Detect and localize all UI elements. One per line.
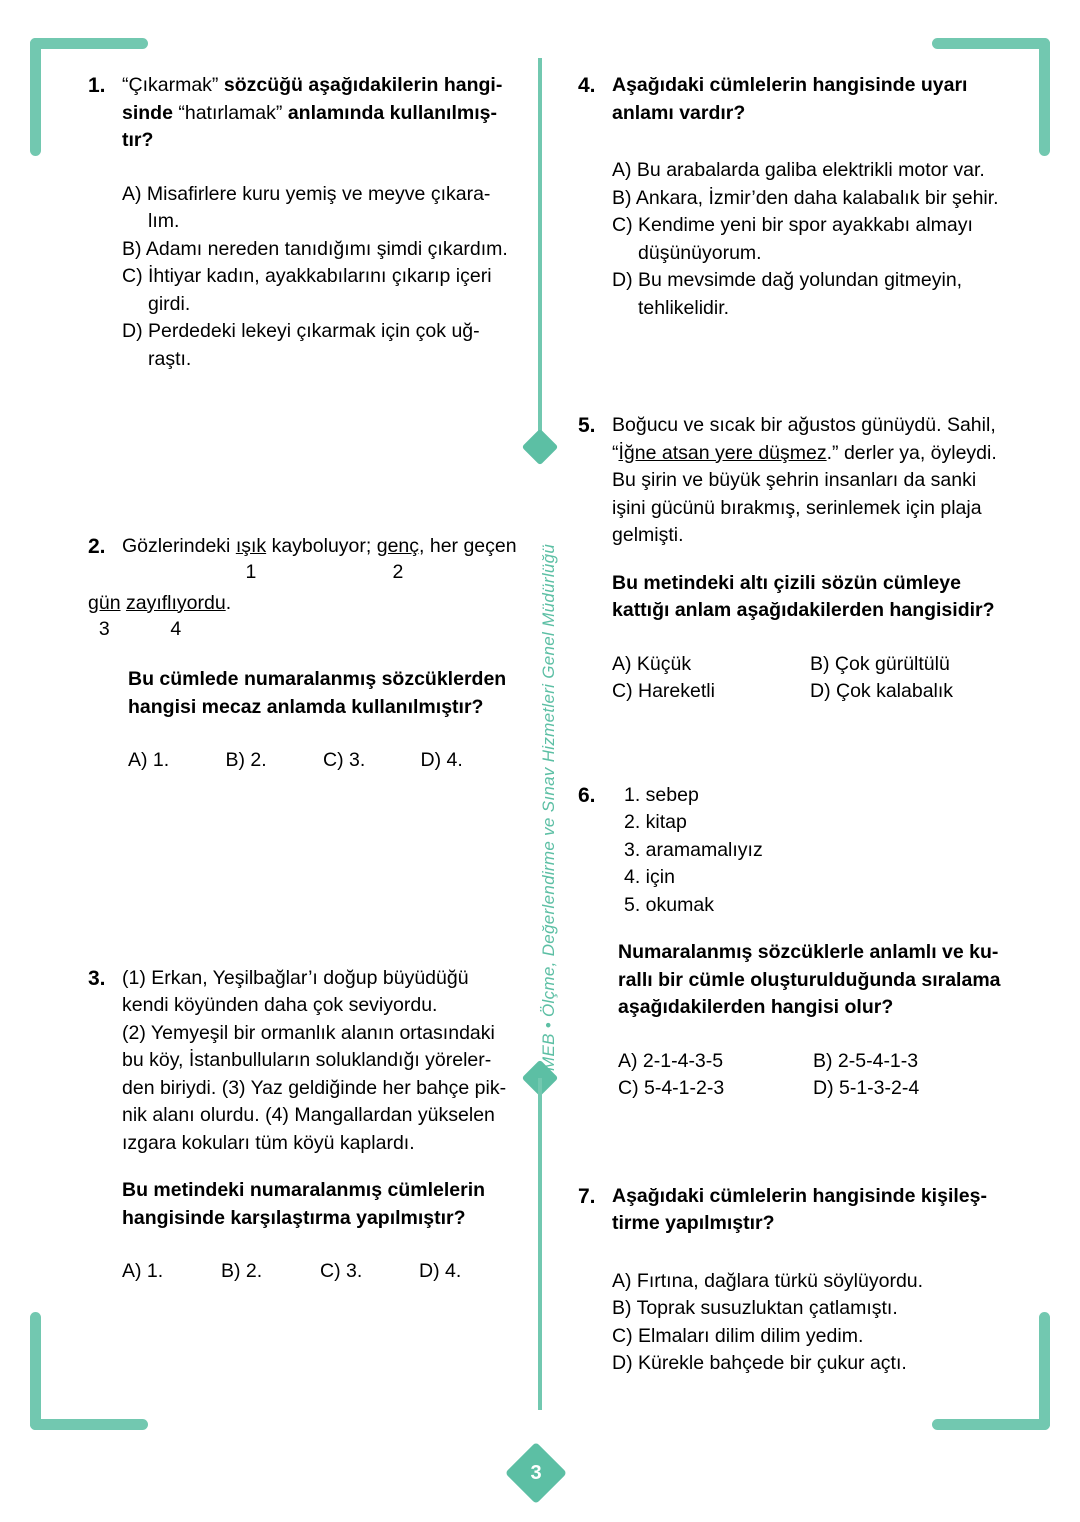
q2-seg-1: Gözlerindeki [122, 535, 236, 557]
option-b[interactable]: B) Çok gürültülü [810, 652, 950, 675]
option-d[interactable]: D) 4. [419, 1260, 462, 1282]
option-b[interactable] [612, 185, 1008, 213]
question-1-stem [122, 72, 518, 155]
option-c[interactable]: C) Hareketli [612, 680, 715, 702]
question-4-number: 4. [578, 74, 596, 97]
q2-token-4-word: zayıflıyordu [125, 591, 226, 614]
list-item: 1. sebep [624, 783, 699, 806]
q2-seg-4: . [225, 591, 232, 614]
question-5-prompt-line-2: kattığı anlam aşağıdakilerden hangisidir? [612, 599, 995, 621]
question-2-sentence [122, 533, 518, 590]
option-c[interactable]: C) İhtiyar kadın, ayakkabılarını çıkarıp içeri girdi. [122, 265, 492, 315]
option-c[interactable]: C) 5-4-1-2-3 [618, 1077, 725, 1099]
option-a[interactable]: A) Küçük [612, 652, 692, 675]
option-c[interactable]: C) Elmaları dilim dilim yedim. [612, 1324, 864, 1347]
option-b[interactable]: B) Adamı nereden tanıdığımı şimdi çıkardım. [122, 237, 508, 260]
corner-bracket-bottom-left [30, 1312, 148, 1430]
corner-bracket-horizontal [30, 1419, 148, 1430]
list-item: 5. okumak [624, 893, 714, 916]
page-number-badge [508, 1445, 564, 1501]
q2-token-2-index: 2 [392, 561, 404, 583]
question-1-options [122, 181, 518, 374]
question-5-passage [612, 412, 1008, 550]
option-d[interactable]: D) 4. [420, 749, 463, 771]
q2-seg-2: kayboluyor; [266, 535, 377, 557]
left-question-column [88, 72, 518, 1286]
question-7-options [612, 1268, 923, 1378]
question-2 [88, 533, 518, 775]
option-b[interactable]: B) 2-5-4-1-3 [813, 1049, 919, 1072]
q2-token-3-word: gün [88, 591, 121, 614]
list-item: 3. aramamalıyız [624, 838, 763, 861]
passage-line-4: bu köy, İstanbulluların soluklandığı yöreler- [122, 1049, 492, 1071]
option-b-label: B) [612, 186, 632, 209]
question-3-options [122, 1258, 518, 1286]
question-1-stem-part-6: tır? [122, 129, 154, 151]
passage-underlined-idiom: İğne atsan yere düşmez [618, 441, 827, 464]
q2-token-2 [376, 533, 420, 583]
column-divider-lower [538, 1078, 542, 1410]
option-b-text: Ankara, İzmir’den daha kalabalık bir şehir. [635, 186, 999, 209]
q2-token-1-word: ışık [235, 535, 267, 557]
question-5-number: 5. [578, 414, 596, 437]
question-6-options-row-1 [618, 1048, 1008, 1076]
question-5-options-row-2 [612, 678, 1008, 706]
question-3 [88, 965, 518, 1286]
option-d[interactable]: D) Çok kalabalık [810, 680, 954, 702]
page-number-label: 3 [530, 1462, 542, 1484]
passage-after-underline: .” derler ya, öyleydi. Bu şirin ve büyük şehrin insanları da sanki işini gücünü bırakmış, serinlemek için plaja gelmişti. [612, 441, 997, 546]
option-d-label: D) [612, 269, 633, 291]
option-c-text: Kendime yeni bir spor ayakkabı almayı düşünüyorum. [638, 214, 973, 264]
question-3-number: 3. [88, 966, 106, 990]
question-7-number: 7. [578, 1184, 596, 1208]
question-3-prompt-line-2: hangisinde karşılaştırma yapılmıştır? [122, 1206, 466, 1229]
passage-line-7: ızgara kokuları tüm köyü kaplardı. [122, 1131, 415, 1154]
passage-line-5: den biriydi. (3) Yaz geldiğinde her bahçe pik- [122, 1076, 507, 1099]
divider-diamond-upper-icon [522, 429, 559, 466]
option-a[interactable]: A) 1. [128, 749, 170, 771]
question-2-prompt-line-2: hangisi mecaz anlamda kullanılmıştır? [128, 695, 484, 718]
question-4-stem-line-2: anlamı vardır? [612, 101, 746, 124]
q2-token-3 [88, 590, 121, 640]
question-5 [578, 412, 1008, 706]
question-2-options [128, 747, 518, 775]
question-7 [578, 1183, 1008, 1378]
question-4-stem-line-1: Aşağıdaki cümlelerin hangisinde uyarı [612, 74, 968, 96]
question-6-prompt-line-1: Numaralanmış sözcüklerle anlamlı ve ku- [618, 941, 999, 963]
question-7-stem-line-2: tirme yapılmıştır? [612, 1212, 775, 1234]
option-c[interactable]: C) 3. [320, 1260, 363, 1282]
question-7-stem [612, 1183, 1008, 1238]
question-2-prompt-line-1: Bu cümlede numaralanmış sözcüklerden [128, 668, 507, 690]
q2-token-4 [125, 590, 226, 640]
question-1-stem-part-2: sözcüğü aşağıdakilerin hangi- [223, 74, 503, 96]
option-c-label: C) [612, 214, 633, 236]
option-d-text: Bu mevsimde dağ yolundan gitmeyin, tehlikelidir. [638, 269, 963, 319]
question-4 [578, 72, 1008, 322]
option-b[interactable]: B) Toprak susuzluktan çatlamıştı. [612, 1297, 898, 1319]
question-3-prompt-line-1: Bu metindeki numaralanmış cümlelerin [122, 1179, 486, 1201]
passage-line-1: (1) Erkan, Yeşilbağlar’ı doğup büyüdüğü [122, 966, 469, 989]
q2-token-2-word: genç [376, 535, 420, 557]
question-1 [88, 72, 518, 373]
option-a[interactable]: A) Fırtına, dağlara türkü söylüyordu. [612, 1269, 924, 1292]
question-5-prompt-line-1: Bu metindeki altı çizili sözün cümleye [612, 571, 961, 594]
question-1-stem-part-3: sinde [122, 101, 179, 124]
question-3-passage [122, 965, 518, 1158]
corner-bracket-horizontal [30, 38, 148, 49]
option-d[interactable]: D) Perdedeki lekeyi çıkarmak için çok uğ-raştı. [122, 320, 480, 370]
option-a-label: A) [612, 159, 632, 181]
option-a[interactable]: A) Misafirlere kuru yemiş ve meyve çıkara-lım. [122, 182, 491, 232]
option-d[interactable]: D) Kürekle bahçede bir çukur açtı. [612, 1352, 907, 1374]
passage-line-6: nik alanı olurdu. (4) Mangallardan yükselen [122, 1104, 495, 1126]
q2-token-3-index: 3 [98, 617, 110, 640]
option-a[interactable] [612, 157, 1008, 185]
option-a[interactable]: A) 2-1-4-3-5 [618, 1049, 724, 1072]
question-6-word-list [618, 782, 763, 920]
option-d[interactable] [612, 267, 1008, 322]
brand-vertical-text: MEB • Ölçme, Değerlendirme ve Sınav Hizmetleri Genel Müdürlüğü [539, 543, 558, 1071]
corner-bracket-vertical [30, 38, 41, 156]
question-1-number: 1. [88, 74, 106, 97]
question-1-stem-part-4: “hatırlamak” [178, 101, 288, 124]
option-c[interactable]: C) 3. [323, 749, 366, 771]
option-b[interactable]: B) 2. [221, 1260, 263, 1282]
question-6-prompt-line-3: aşağıdakilerden hangisi olur? [618, 996, 894, 1018]
corner-bracket-horizontal [932, 1419, 1050, 1430]
corner-bracket-vertical [1039, 1312, 1050, 1430]
q2-seg-3: , her geçen [419, 535, 517, 557]
question-5-options-row-1 [612, 651, 1008, 679]
option-d[interactable]: D) 5-1-3-2-4 [813, 1077, 920, 1099]
question-6-options-row-2 [618, 1075, 1008, 1103]
question-6 [578, 782, 1008, 1103]
q2-token-1 [235, 533, 267, 583]
corner-bracket-horizontal [932, 38, 1050, 49]
option-c[interactable] [612, 212, 1008, 267]
question-1-stem-part-5: anlamında kullanılmış- [287, 101, 497, 124]
passage-line-3: (2) Yemyeşil bir ormanlık alanın ortasındaki [122, 1021, 495, 1044]
question-1-stem-part-1: “Çıkarmak” [122, 74, 224, 96]
question-4-stem [612, 72, 1008, 127]
column-divider-upper [538, 58, 542, 448]
question-7-stem-line-1: Aşağıdaki cümlelerin hangisinde kişileş- [612, 1184, 987, 1207]
corner-bracket-vertical [1039, 38, 1050, 156]
passage-line-2: kendi köyünden daha çok seviyordu. [122, 994, 438, 1016]
list-item: 2. kitap [624, 811, 687, 833]
option-a-text: Bu arabalarda galiba elektrikli motor var. [636, 159, 985, 181]
question-4-options [612, 157, 1008, 322]
list-item: 4. için [624, 866, 675, 888]
q2-token-1-index: 1 [245, 561, 257, 583]
passage-before-underline: Boğucu ve sıcak bir ağustos günüydü. Sahil, “ [612, 414, 996, 464]
question-2-number: 2. [88, 535, 106, 558]
question-6-number: 6. [578, 783, 596, 807]
option-a[interactable]: A) 1. [122, 1260, 164, 1282]
q2-token-4-index: 4 [170, 617, 182, 640]
option-b[interactable]: B) 2. [225, 749, 267, 771]
question-6-prompt-line-2: rallı bir cümle oluşturulduğunda sıralama [618, 968, 1001, 991]
corner-bracket-vertical [30, 1312, 41, 1430]
right-question-column [578, 72, 1008, 1378]
